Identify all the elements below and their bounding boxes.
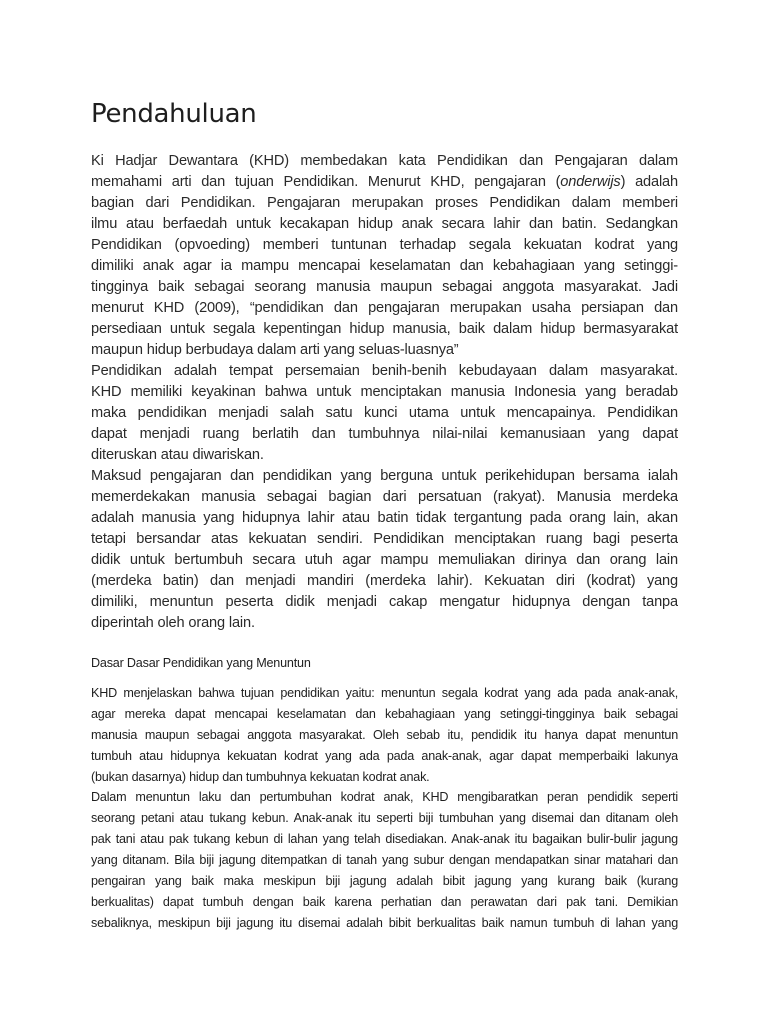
text-line: yang ditanam. Bila biji jagung ditempatkan di tanah yang subur dengan mendapatkan sinar matahari dan (91, 853, 678, 867)
text-line: agar mereka dapat mencapai keselamatan dan kebahagiaan yang setinggi-tingginya baik sebagai (91, 707, 678, 721)
text-line: tingginya baik sebagai seorang manusia maupun sebagai anggota masyarakat. Jadi (91, 279, 678, 295)
text-line: adalah manusia yang hidupnya lahir atau batin tidak tergantung pada orang lain, akan (91, 510, 678, 526)
text-line: KHD memiliki keyakinan bahwa untuk menciptakan manusia Indonesia yang beradab (91, 384, 678, 400)
italic-term: onderwijs (560, 174, 621, 190)
text-line: (merdeka batin) dan menjadi mandiri (merdeka lahir). Kekuatan diri (kodrat) yang (91, 573, 678, 589)
text-line: didik untuk bertumbuh secara utuh agar mampu memuliakan dirinya dan orang lain (91, 552, 678, 568)
text-line: KHD menjelaskan bahwa tujuan pendidikan yaitu: menuntun segala kodrat yang ada pada anak-anak, (91, 686, 678, 700)
intro-section (91, 151, 678, 634)
text-line: (bukan dasarnya) hidup dan tumbuhnya kekuatan kodrat anak. (91, 770, 430, 784)
text-line (91, 172, 678, 193)
text-line: menurut KHD (2009), “pendidikan dan pengajaran merupakan usaha persiapan dan (91, 300, 678, 316)
text-line: Dalam menuntun laku dan pertumbuhan kodrat anak, KHD mengibaratkan peran pendidik seperti (91, 790, 678, 804)
text-line: ilmu atau berfaedah untuk kecakapan hidup anak secara lahir dan batin. Sedangkan (91, 216, 678, 232)
text-line: diperintah oleh orang lain. (91, 615, 255, 631)
text-line: Maksud pengajaran dan pendidikan yang berguna untuk perikehidupan bersama ialah (91, 468, 678, 484)
text-line: tumbuh atau hidupnya kekuatan kodrat yang ada pada anak-anak, agar dapat memperbaiki lakunya (91, 749, 678, 763)
text-line: Pendidikan (opvoeding) memberi tuntunan terhadap segala kekuatan kodrat yang (91, 237, 678, 253)
text-line: seorang petani atau tukang kebun. Anak-anak itu seperti biji tumbuhan yang disemai dan ditanam oleh (91, 811, 678, 825)
section-subheading: Dasar Dasar Pendidikan yang Menuntun (91, 656, 311, 670)
text-line: diteruskan atau diwariskan. (91, 447, 264, 463)
text-line: maka pendidikan menjadi salah satu kunci utama untuk mencapainya. Pendidikan (91, 405, 678, 421)
text-line: pak tani atau pak tukang kebun di lahan yang telah disediakan. Anak-anak itu bagaikan bulir-bulir jagung (91, 832, 678, 846)
page-title: Pendahuluan (91, 99, 257, 129)
text-line: manusia maupun sebagai anggota masyarakat. Oleh sebab itu, pendidik itu hanya dapat menuntun (91, 728, 678, 742)
text-line: Pendidikan adalah tempat persemaian benih-benih kebudayaan dalam masyarakat. (91, 363, 678, 379)
paragraph-petani (91, 787, 678, 934)
text-line: memerdekakan manusia sebagai bagian dari persatuan (rakyat). Manusia merdeka (91, 489, 678, 505)
text-line: pengairan yang baik maka meskipun biji jagung adalah bibit jagung yang kurang baik (kurang (91, 874, 678, 888)
text-line: dapat menjadi ruang berlatih dan tumbuhnya nilai-nilai kemanusiaan yang dapat (91, 426, 678, 442)
text-line: Ki Hadjar Dewantara (KHD) membedakan kata Pendidikan dan Pengajaran dalam (91, 153, 678, 169)
text-line: sebaliknya, meskipun biji jagung itu disemai adalah bibit berkualitas baik namun tumbuh di lahan yang (91, 916, 678, 930)
text-line: bagian dari Pendidikan. Pengajaran merupakan proses Pendidikan dalam memberi (91, 195, 678, 211)
text-fragment: ) adalah (620, 174, 678, 190)
paragraph-tujuan (91, 683, 678, 788)
text-line: maupun hidup berbudaya dalam arti yang seluas-luasnya” (91, 342, 459, 358)
text-line: tetapi bersandar atas kekuatan sendiri. Pendidikan menciptakan ruang bagi peserta (91, 531, 678, 547)
text-fragment: memahami arti dan tujuan Pendidikan. Menurut KHD, pengajaran ( (91, 174, 561, 190)
text-line: persediaan untuk segala kepentingan hidup manusia, baik dalam hidup bermasyarakat (91, 321, 678, 337)
text-line: dimiliki, menuntun peserta didik menjadi cakap mengatur hidupnya dengan tanpa (91, 594, 678, 610)
text-line: dimiliki anak agar ia mampu mencapai keselamatan dan kebahagiaan yang setinggi- (91, 258, 678, 274)
text-line: berkualitas) dapat tumbuh dengan baik karena perhatian dan perawatan dari pak tani. Demikian (91, 895, 678, 909)
